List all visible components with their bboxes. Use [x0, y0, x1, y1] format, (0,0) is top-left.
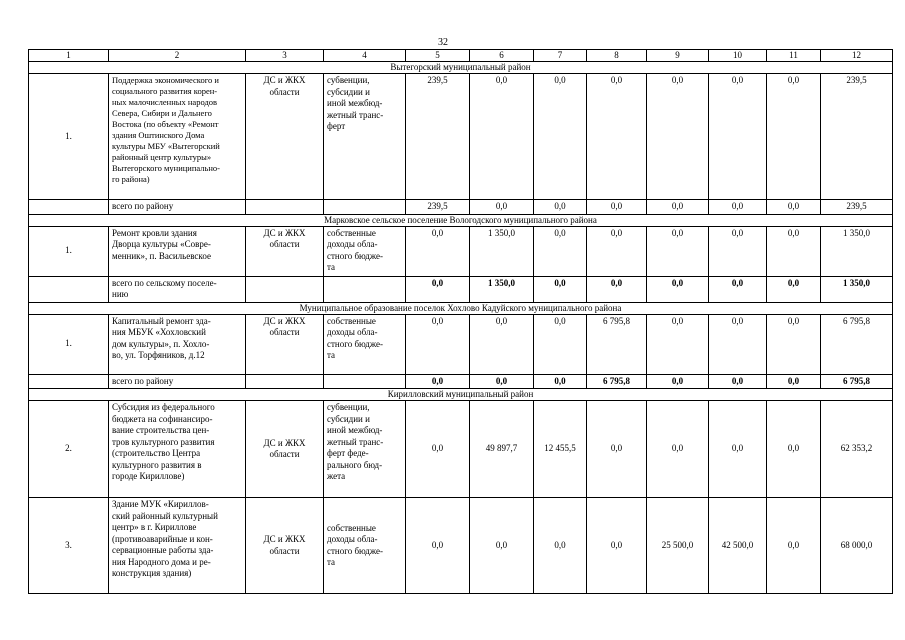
value-cell: 0,0	[647, 314, 709, 374]
column-header: 12	[821, 50, 893, 62]
row-number: 2.	[29, 401, 109, 498]
section-title: Марковское сельское поселение Вологодского муниципального района	[29, 214, 893, 226]
total-value: 0,0	[406, 276, 470, 302]
executor: ДС и ЖКХ области	[246, 401, 324, 498]
empty-cell	[246, 200, 324, 215]
value-cell: 62 353,2	[821, 401, 893, 498]
funding-source: собственные доходы обла- стного бюдже- та	[324, 498, 406, 594]
total-value: 0,0	[587, 276, 647, 302]
column-number-row	[29, 50, 893, 62]
total-value: 0,0	[709, 374, 767, 389]
budget-table	[28, 49, 893, 594]
column-header: 4	[324, 50, 406, 62]
table-row	[29, 74, 893, 200]
column-header: 8	[587, 50, 647, 62]
table-row	[29, 226, 893, 276]
section-heading-row	[29, 389, 893, 401]
value-cell: 0,0	[406, 314, 470, 374]
total-value: 0,0	[587, 200, 647, 215]
value-cell: 0,0	[534, 498, 587, 594]
value-cell: 0,0	[406, 401, 470, 498]
column-header: 7	[534, 50, 587, 62]
total-value: 0,0	[647, 200, 709, 215]
value-cell: 0,0	[470, 74, 534, 200]
value-cell: 0,0	[534, 314, 587, 374]
funding-source: субвенции, субсидии и иной межбюд- жетный транс- ферт	[324, 74, 406, 200]
total-row	[29, 374, 893, 389]
value-cell: 0,0	[406, 498, 470, 594]
column-header: 9	[647, 50, 709, 62]
section-heading-row	[29, 302, 893, 314]
funding-source: собственные доходы обла- стного бюдже- та	[324, 226, 406, 276]
total-row	[29, 200, 893, 215]
value-cell: 0,0	[647, 226, 709, 276]
value-cell: 0,0	[587, 401, 647, 498]
empty-cell	[246, 276, 324, 302]
row-number: 1.	[29, 74, 109, 200]
column-header: 10	[709, 50, 767, 62]
item-description: Субсидия из федерального бюджета на софинансиро- вание строительства цен- тров культурного развития (строительство Центра культурного развития в городе Кириллове)	[109, 401, 246, 498]
funding-source: собственные доходы обла- стного бюдже- та	[324, 314, 406, 374]
total-value: 0,0	[767, 374, 821, 389]
section-heading-row	[29, 214, 893, 226]
value-cell: 0,0	[709, 74, 767, 200]
row-number: 3.	[29, 498, 109, 594]
value-cell: 0,0	[470, 314, 534, 374]
column-header: 5	[406, 50, 470, 62]
empty-cell	[246, 374, 324, 389]
total-value: 0,0	[534, 276, 587, 302]
funding-source: субвенции, субсидии и иной межбюд- жетный транс- ферт феде- рального бюд- жета	[324, 401, 406, 498]
empty-cell	[324, 374, 406, 389]
total-value: 239,5	[406, 200, 470, 215]
table-row	[29, 314, 893, 374]
total-value: 0,0	[534, 374, 587, 389]
total-value: 6 795,8	[821, 374, 893, 389]
value-cell: 0,0	[709, 314, 767, 374]
executor: ДС и ЖКХ области	[246, 498, 324, 594]
total-label: всего по району	[109, 374, 246, 389]
value-cell: 239,5	[406, 74, 470, 200]
section-title: Кирилловский муниципальный район	[29, 389, 893, 401]
value-cell: 0,0	[587, 498, 647, 594]
value-cell: 0,0	[647, 401, 709, 498]
value-cell: 0,0	[406, 226, 470, 276]
total-value: 6 795,8	[587, 374, 647, 389]
item-description: Ремонт кровли здания Дворца культуры «Совре- менник», п. Васильевское	[109, 226, 246, 276]
item-description: Капитальный ремонт зда- ния МБУК «Хохловский дом культуры», п. Хохло- во, ул. Торфяников, д.12	[109, 314, 246, 374]
column-header: 11	[767, 50, 821, 62]
empty-cell	[29, 200, 109, 215]
item-description: Здание МУК «Кириллов- ский районный культурный центр» в г. Кириллове (противоаварийные и кон- сервационные работы зда- ния Народного дома и ре- конструкция здания)	[109, 498, 246, 594]
total-value: 0,0	[647, 374, 709, 389]
value-cell: 1 350,0	[470, 226, 534, 276]
item-description: Поддержка экономического и социального развития корен- ных малочисленных народов Севера, Сибири и Дальнего Востока (по объекту «Ремонт здания Оштинского Дома культуры МБУ «Вытегорский районный центр культуры» Вытегорского муниципально- го района)	[109, 74, 246, 200]
table-row	[29, 498, 893, 594]
value-cell: 0,0	[709, 401, 767, 498]
page-number: 32	[438, 37, 448, 48]
total-value: 0,0	[767, 200, 821, 215]
value-cell: 0,0	[767, 74, 821, 200]
value-cell: 0,0	[647, 74, 709, 200]
value-cell: 0,0	[587, 226, 647, 276]
total-value: 1 350,0	[470, 276, 534, 302]
column-header: 1	[29, 50, 109, 62]
empty-cell	[324, 200, 406, 215]
value-cell: 25 500,0	[647, 498, 709, 594]
row-number: 1.	[29, 226, 109, 276]
total-row	[29, 276, 893, 302]
total-value: 0,0	[709, 276, 767, 302]
value-cell: 0,0	[709, 226, 767, 276]
empty-cell	[324, 276, 406, 302]
total-value: 1 350,0	[821, 276, 893, 302]
value-cell: 49 897,7	[470, 401, 534, 498]
section-heading-row	[29, 62, 893, 74]
total-label: всего по сельскому поселе- нию	[109, 276, 246, 302]
value-cell: 6 795,8	[821, 314, 893, 374]
column-header: 3	[246, 50, 324, 62]
value-cell: 0,0	[767, 498, 821, 594]
value-cell: 42 500,0	[709, 498, 767, 594]
total-value: 0,0	[470, 200, 534, 215]
row-number: 1.	[29, 314, 109, 374]
total-label: всего по району	[109, 200, 246, 215]
executor: ДС и ЖКХ области	[246, 74, 324, 200]
column-header: 2	[109, 50, 246, 62]
total-value: 0,0	[534, 200, 587, 215]
value-cell: 0,0	[587, 74, 647, 200]
section-title: Вытегорский муниципальный район	[29, 62, 893, 74]
total-value: 0,0	[709, 200, 767, 215]
executor: ДС и ЖКХ области	[246, 314, 324, 374]
value-cell: 1 350,0	[821, 226, 893, 276]
column-header: 6	[470, 50, 534, 62]
total-value: 239,5	[821, 200, 893, 215]
empty-cell	[29, 276, 109, 302]
table-row	[29, 401, 893, 498]
value-cell: 239,5	[821, 74, 893, 200]
total-value: 0,0	[470, 374, 534, 389]
value-cell: 0,0	[470, 498, 534, 594]
value-cell: 68 000,0	[821, 498, 893, 594]
value-cell: 0,0	[767, 401, 821, 498]
value-cell: 6 795,8	[587, 314, 647, 374]
total-value: 0,0	[767, 276, 821, 302]
value-cell: 0,0	[767, 226, 821, 276]
value-cell: 12 455,5	[534, 401, 587, 498]
section-title: Муниципальное образование поселок Хохлово Кадуйского муниципального района	[29, 302, 893, 314]
value-cell: 0,0	[534, 226, 587, 276]
empty-cell	[29, 374, 109, 389]
value-cell: 0,0	[534, 74, 587, 200]
value-cell: 0,0	[767, 314, 821, 374]
executor: ДС и ЖКХ области	[246, 226, 324, 276]
total-value: 0,0	[406, 374, 470, 389]
total-value: 0,0	[647, 276, 709, 302]
